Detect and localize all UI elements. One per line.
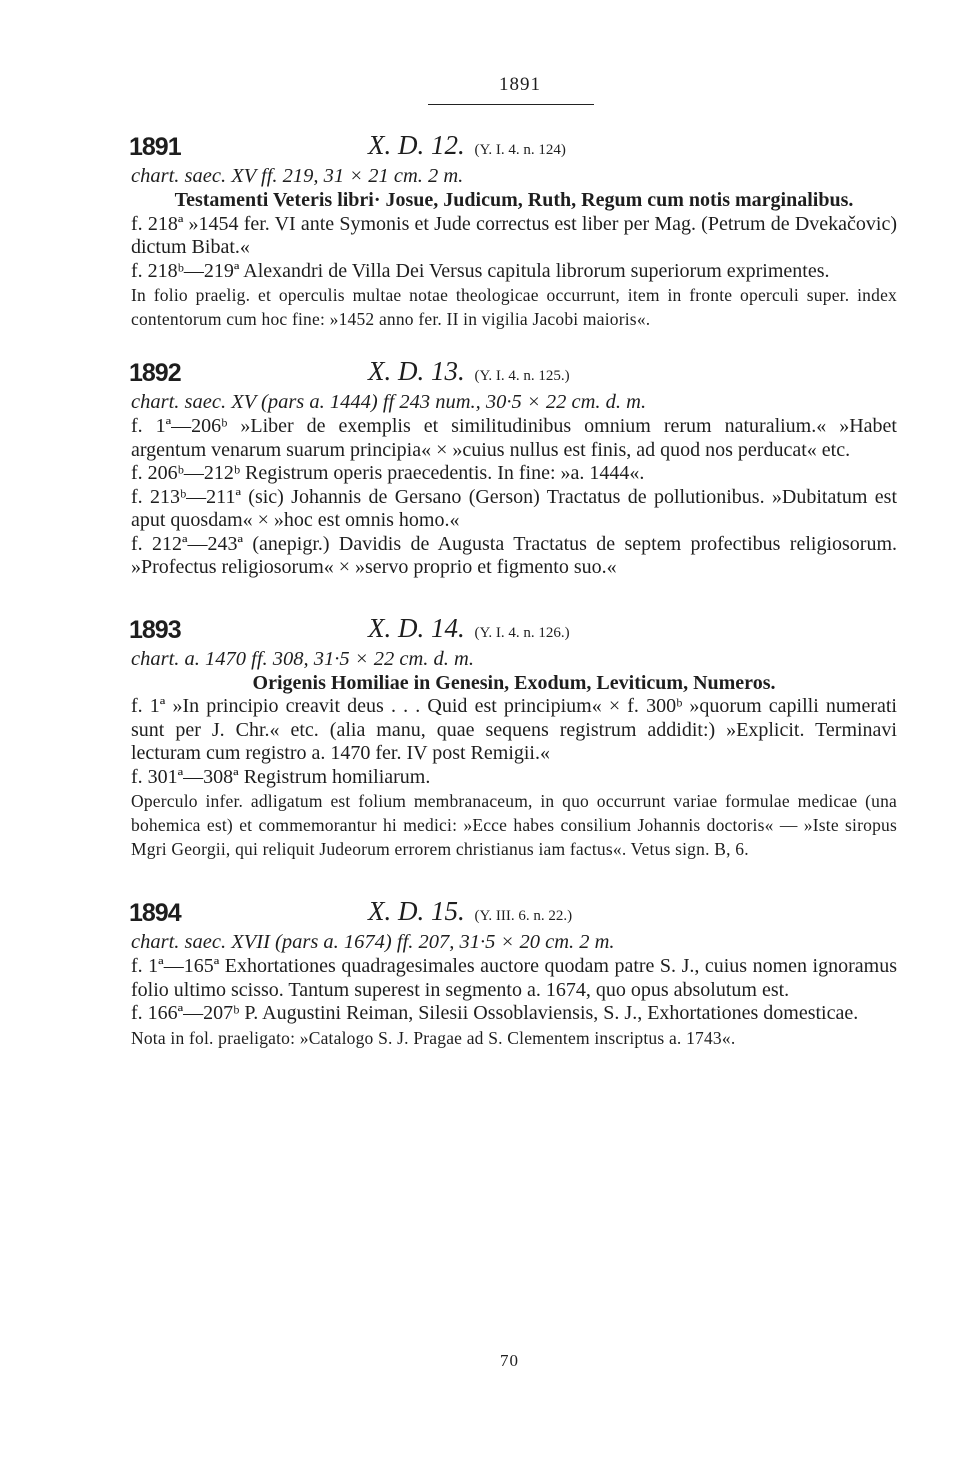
physical-description: chart. saec. XV (pars a. 1444) ff 243 num., 30·5 × 22 cm. d. m. xyxy=(131,391,647,413)
entry-line: f. 166ª—207ᵇ P. Augustini Reiman, Silesii Ossoblaviensis, S. J., Exhortationes domesticae. xyxy=(131,1002,859,1024)
catalog-entry xyxy=(131,125,897,331)
entry-line: Origenis Homiliae in Genesin, Exodum, Leviticum, Numeros. xyxy=(252,671,776,694)
running-head: 1891 xyxy=(499,74,541,95)
entry-line: f. 301ª—308ª Registrum homiliarum. xyxy=(131,765,431,788)
catalog-page xyxy=(131,74,897,1050)
shelfmark: X. D. 12. (Y. I. 4. n. 124) xyxy=(368,130,566,160)
entry-line: f. 218ª »1454 fer. VI ante Symonis et Jude correctus est liber per Mag. (Petrum de Dvekačovic) dictum Bibat.« xyxy=(131,212,897,258)
entry-note: Operculo infer. adligatum est folium membranaceum, in quo occurrunt variae formulae medicae (una bohemica est) et commemorantur hi medici: »Ecce habes consilium Johannis doctoris« — »Iste siropus Mgri Georgii, qui reliquit Judeorum errorem christianus iam factus«. Vetus sign. B, 6. xyxy=(131,791,897,859)
old-signature: (Y. III. 6. n. 22.) xyxy=(474,908,573,924)
entry-line: f. 218ᵇ—219ª Alexandri de Villa Dei Versus capitula librorum superiorum exprimentes. xyxy=(131,259,830,282)
entry-header xyxy=(131,351,897,389)
catalog-entry xyxy=(131,891,897,1050)
entry-note: In folio praelig. et operculis multae notae theologicae occurrunt, item in fronte operculi super. index contentorum cum hoc fine: »1452 anno fer. II in vigilia Jacobi maioris«. xyxy=(131,285,897,329)
entry-line: f. 206ᵇ—212ᵇ Registrum operis praecedentis. In fine: »a. 1444«. xyxy=(131,462,645,484)
entry-number: 1894 xyxy=(129,899,181,927)
physical-description: chart. saec. XV ff. 219, 31 × 21 cm. 2 m. xyxy=(131,165,464,187)
catalog-entry xyxy=(131,608,897,862)
physical-description: chart. saec. XVII (pars a. 1674) ff. 207, 31·5 × 20 cm. 2 m. xyxy=(131,931,615,953)
shelfmark: X. D. 14. (Y. I. 4. n. 126.) xyxy=(368,612,570,643)
shelfmark: X. D. 13. (Y. I. 4. n. 125.) xyxy=(368,356,570,386)
entry-line: f. 213ᵇ—211ª (sic) Johannis de Gersano (Gerson) Tractatus de pollutionibus. »Dubitatum est aput quosdam« × »hoc est omnis homo.« xyxy=(131,485,897,531)
entry-line: f. 1ª—206ᵇ »Liber de exemplis et similitudinibus omnium rerum naturalium.« »Habet argentum venarum suarum principia« × »cuius nullus est finis, ad quod nos perducat« etc. xyxy=(131,415,897,461)
entry-header xyxy=(131,608,897,646)
old-signature: (Y. I. 4. n. 126.) xyxy=(474,624,570,641)
catalog-entry xyxy=(131,351,897,580)
entry-line: f. 1ª—165ª Exhortationes quadragesimales auctore quodam patre S. J., cuius nomen ignoramus folio ultimo scisso. Tantum superest in segmento a. 1674, quo opus absolutum est. xyxy=(131,955,897,1001)
entry-header xyxy=(131,125,897,163)
entry-header xyxy=(131,891,897,929)
old-signature: (Y. I. 4. n. 125.) xyxy=(474,368,570,384)
shelfmark: X. D. 15. (Y. III. 6. n. 22.) xyxy=(368,896,573,926)
head-rule xyxy=(428,104,594,105)
old-signature: (Y. I. 4. n. 124) xyxy=(474,142,566,158)
page-number: 70 xyxy=(500,1351,519,1370)
entry-note: Nota in fol. praeligato: »Catalogo S. J. Pragae ad S. Clementem inscriptus a. 1743«. xyxy=(131,1027,736,1048)
entry-number: 1892 xyxy=(129,359,181,387)
entry-line: f. 212ª—243ª (anepigr.) Davidis de Augusta Tractatus de septem profectibus religiosorum. »Profectus religiosorum« × »servo proprio et figmento suo.« xyxy=(131,532,897,578)
entry-line: Testamenti Veteris libri· Josue, Judicum, Ruth, Regum cum notis marginalibus. xyxy=(174,189,854,211)
physical-description: chart. a. 1470 ff. 308, 31·5 × 22 cm. d. m. xyxy=(131,647,474,670)
entry-number: 1893 xyxy=(129,615,181,644)
entry-line: f. 1ª »In principio creavit deus . . . Quid est principium« × f. 300ᵇ »quorum capilli numerati sunt per J. Chr.« etc. (alia manu, quae sequens registrum addidit:) »Explicit. Terminavi lecturam cum registro a. 1470 fer. IV post Remigii.« xyxy=(131,695,897,764)
entry-number: 1891 xyxy=(129,133,181,161)
